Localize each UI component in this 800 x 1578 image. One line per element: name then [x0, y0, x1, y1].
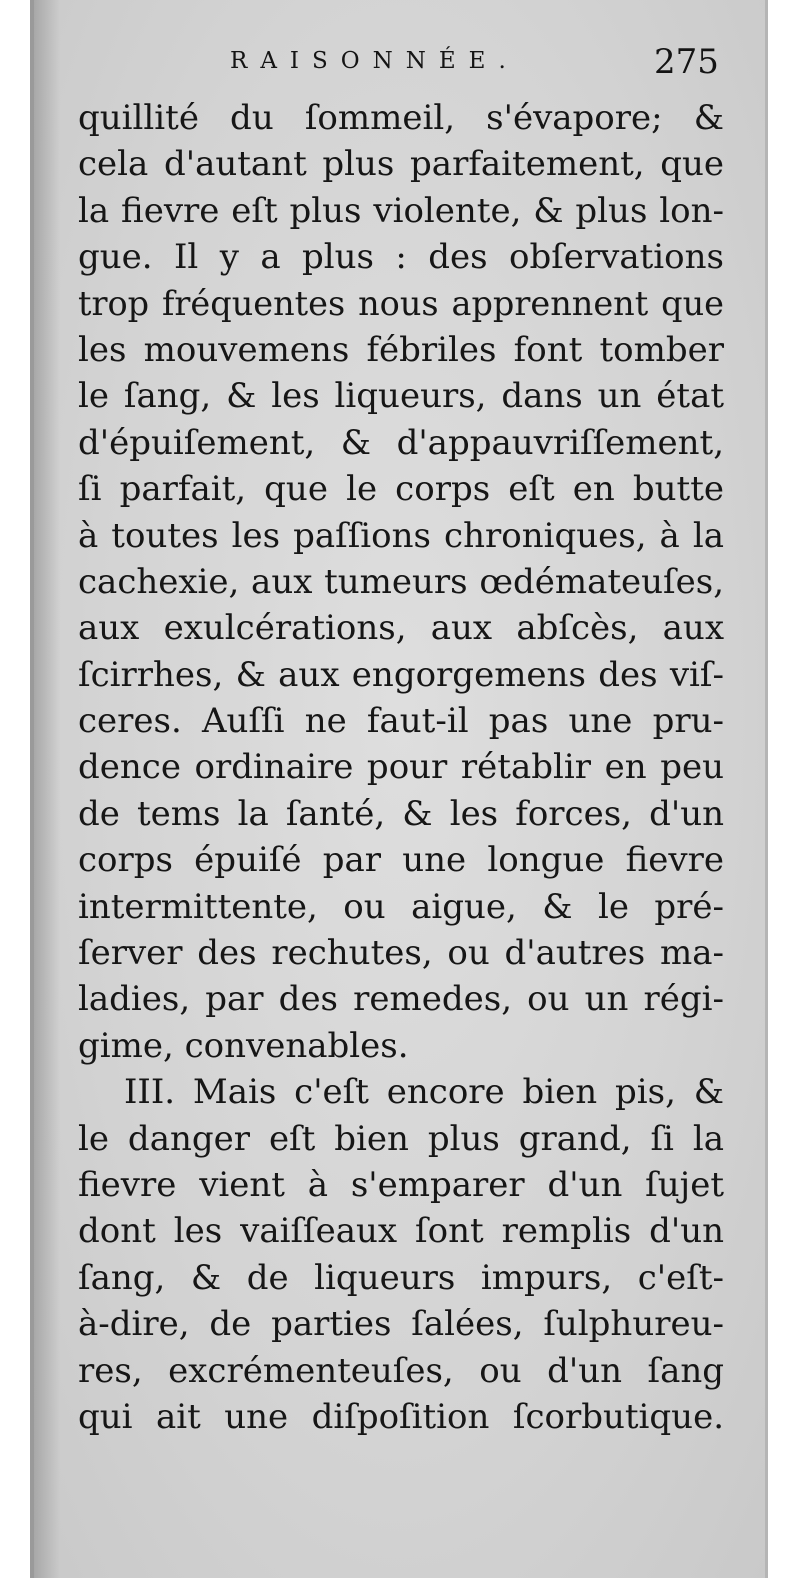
- text-line: cela d'autant plus parfaitement, que: [78, 144, 724, 185]
- text-line: ſi parfait, que le corps eſt en butte: [78, 469, 724, 510]
- text-line: trop fréquentes nous apprennent que: [78, 283, 724, 323]
- text-line: ladies, par des remedes, ou un régi-: [78, 979, 724, 1020]
- text-line: le danger eſt bien plus grand, ſi la: [78, 1118, 724, 1159]
- text-line: d'épuiſement, & d'appauvriſſement,: [78, 422, 724, 463]
- text-line: à toutes les paſſions chroniques, à la: [78, 515, 724, 556]
- text-line: le ſang, & les liqueurs, dans un état: [78, 376, 724, 417]
- text-line: de tems la ſanté, & les forces, d'un: [78, 793, 724, 834]
- text-line: res, excrémenteuſes, ou d'un ſang: [78, 1350, 724, 1391]
- text-line: dence ordinaire pour rétablir en peu: [78, 747, 724, 788]
- paragraph-start-line: III. Mais c'eſt encore bien pis, &: [124, 1072, 724, 1113]
- text-line: corps épuiſé par une longue fievre: [78, 840, 724, 881]
- text-line: ceres. Auſſi ne faut-il pas une pru-: [78, 701, 724, 742]
- text-line: cachexie, aux tumeurs œdémateuſes,: [78, 561, 724, 602]
- text-line: ſcirrhes, & aux engorgemens des viſ-: [78, 654, 724, 695]
- text-line: ſerver des rechutes, ou d'autres ma-: [78, 933, 724, 974]
- text-line: à-dire, de parties ſalées, ſulphureu-: [78, 1304, 724, 1345]
- book-page: [30, 0, 768, 1578]
- text-line: qui ait une diſpoſition ſcorbutique.: [78, 1396, 724, 1437]
- text-line: gime, convenables.: [78, 1025, 409, 1066]
- text-line: ſang, & de liqueurs impurs, c'eſt-: [78, 1257, 724, 1298]
- gutter-shadow: [34, 0, 60, 1578]
- running-head: RAISONNÉE.: [230, 48, 519, 74]
- text-line: la fievre eſt plus violente, & plus lon-: [78, 190, 724, 231]
- page-number: 275: [654, 42, 719, 82]
- text-line: fievre vient à s'emparer d'un ſujet: [78, 1164, 724, 1205]
- text-line: aux exulcérations, aux abſcès, aux: [78, 608, 724, 649]
- body-text: [78, 95, 724, 1440]
- text-line: gue. Il y a plus : des obſervations: [78, 237, 724, 278]
- text-line: dont les vaiſſeaux ſont remplis d'un: [78, 1211, 724, 1252]
- text-line: intermittente, ou aigue, & le pré-: [78, 886, 724, 927]
- text-line: les mouvemens fébriles font tomber: [78, 329, 724, 370]
- text-line: quillité du ſommeil, s'évapore; &: [78, 98, 724, 138]
